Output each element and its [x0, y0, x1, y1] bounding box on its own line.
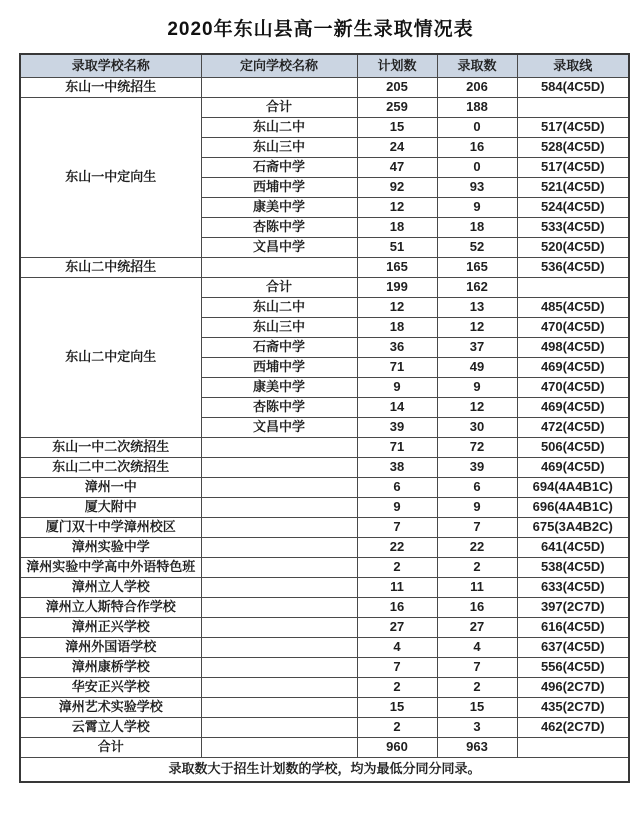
directed-school-cell [201, 657, 357, 677]
footer-note: 录取数大于招生计划数的学校，均为最低分同分同录。 [20, 757, 629, 782]
directed-school-cell [201, 717, 357, 737]
admitted-count-cell: 162 [437, 277, 517, 297]
directed-school-cell [201, 437, 357, 457]
planned-count-cell: 22 [357, 537, 437, 557]
admitted-count-cell: 30 [437, 417, 517, 437]
planned-count-cell: 9 [357, 497, 437, 517]
cutoff-line-cell: 616(4C5D) [517, 617, 629, 637]
admitted-count-cell: 16 [437, 137, 517, 157]
table-row [20, 277, 629, 297]
directed-school-cell [201, 517, 357, 537]
school-cell: 云霄立人学校 [20, 717, 201, 737]
page-title: 2020年东山县高一新生录取情况表 [167, 19, 474, 40]
group-school-cell: 东山二中定向生 [20, 277, 201, 437]
table-row [20, 517, 629, 537]
planned-count-cell: 14 [357, 397, 437, 417]
admitted-count-cell: 27 [437, 617, 517, 637]
cutoff-line-cell: 538(4C5D) [517, 557, 629, 577]
planned-count-cell: 92 [357, 177, 437, 197]
cutoff-line-cell: 528(4C5D) [517, 137, 629, 157]
table-row [20, 437, 629, 457]
school-cell: 漳州一中 [20, 477, 201, 497]
directed-school-cell: 石斋中学 [201, 337, 357, 357]
admitted-count-cell: 7 [437, 517, 517, 537]
directed-school-cell [201, 557, 357, 577]
planned-count-cell: 2 [357, 557, 437, 577]
planned-count-cell: 15 [357, 697, 437, 717]
cutoff-line-cell: 517(4C5D) [517, 157, 629, 177]
admitted-count-cell: 93 [437, 177, 517, 197]
planned-count-cell: 9 [357, 377, 437, 397]
table-row [20, 537, 629, 557]
planned-count-cell: 205 [357, 77, 437, 97]
admitted-count-cell: 12 [437, 317, 517, 337]
school-cell: 漳州实验中学 [20, 537, 201, 557]
school-cell: 东山一中统招生 [20, 77, 201, 97]
cutoff-line-cell: 633(4C5D) [517, 577, 629, 597]
planned-count-cell: 36 [357, 337, 437, 357]
admitted-count-cell: 2 [437, 677, 517, 697]
directed-school-cell [201, 597, 357, 617]
planned-count-cell: 24 [357, 137, 437, 157]
cutoff-line-cell [517, 97, 629, 117]
planned-count-cell: 71 [357, 437, 437, 457]
cutoff-line-cell: 469(4C5D) [517, 397, 629, 417]
admitted-count-cell: 39 [437, 457, 517, 477]
directed-school-cell [201, 457, 357, 477]
cutoff-line-cell: 469(4C5D) [517, 357, 629, 377]
directed-school-cell: 西埔中学 [201, 357, 357, 377]
footer-note-row [20, 757, 629, 782]
directed-school-cell [201, 257, 357, 277]
cutoff-line-cell: 469(4C5D) [517, 457, 629, 477]
table-row [20, 457, 629, 477]
admitted-count-cell: 52 [437, 237, 517, 257]
cutoff-line-cell: 694(4A4B1C) [517, 477, 629, 497]
table-row [20, 717, 629, 737]
admitted-count-cell: 22 [437, 537, 517, 557]
cutoff-line-cell: 397(2C7D) [517, 597, 629, 617]
planned-count-cell: 18 [357, 317, 437, 337]
planned-count-cell: 18 [357, 217, 437, 237]
planned-count-cell: 12 [357, 297, 437, 317]
cutoff-line-cell: 536(4C5D) [517, 257, 629, 277]
directed-school-cell: 东山三中 [201, 317, 357, 337]
planned-count-cell: 259 [357, 97, 437, 117]
cutoff-line-cell: 524(4C5D) [517, 197, 629, 217]
admitted-count-cell: 7 [437, 657, 517, 677]
planned-count-cell: 47 [357, 157, 437, 177]
cutoff-line-cell [517, 277, 629, 297]
directed-school-cell [201, 577, 357, 597]
col-header-admission-school: 录取学校名称 [20, 54, 201, 77]
school-cell: 合计 [20, 737, 201, 757]
directed-school-cell [201, 77, 357, 97]
planned-count-cell: 4 [357, 637, 437, 657]
admitted-count-cell: 12 [437, 397, 517, 417]
planned-count-cell: 51 [357, 237, 437, 257]
directed-school-cell [201, 637, 357, 657]
cutoff-line-cell: 675(3A4B2C) [517, 517, 629, 537]
table-row [20, 97, 629, 117]
planned-count-cell: 27 [357, 617, 437, 637]
col-header-cutoff-line: 录取线 [517, 54, 629, 77]
directed-school-cell: 文昌中学 [201, 237, 357, 257]
directed-school-cell [201, 677, 357, 697]
table-body [20, 77, 629, 782]
cutoff-line-cell: 485(4C5D) [517, 297, 629, 317]
directed-school-cell: 合计 [201, 277, 357, 297]
admitted-count-cell: 13 [437, 297, 517, 317]
admitted-count-cell: 165 [437, 257, 517, 277]
cutoff-line-cell: 435(2C7D) [517, 697, 629, 717]
planned-count-cell: 7 [357, 657, 437, 677]
school-cell: 漳州正兴学校 [20, 617, 201, 637]
cutoff-line-cell: 472(4C5D) [517, 417, 629, 437]
directed-school-cell: 康美中学 [201, 377, 357, 397]
planned-count-cell: 6 [357, 477, 437, 497]
school-cell: 东山一中二次统招生 [20, 437, 201, 457]
cutoff-line-cell: 521(4C5D) [517, 177, 629, 197]
cutoff-line-cell: 533(4C5D) [517, 217, 629, 237]
admissions-table [19, 53, 630, 783]
directed-school-cell [201, 477, 357, 497]
directed-school-cell [201, 537, 357, 557]
directed-school-cell: 东山三中 [201, 137, 357, 157]
school-cell: 漳州实验中学高中外语特色班 [20, 557, 201, 577]
directed-school-cell [201, 697, 357, 717]
table-header [20, 54, 629, 77]
school-cell: 华安正兴学校 [20, 677, 201, 697]
table-row [20, 637, 629, 657]
table-row [20, 677, 629, 697]
planned-count-cell: 71 [357, 357, 437, 377]
admitted-count-cell: 4 [437, 637, 517, 657]
cutoff-line-cell: 470(4C5D) [517, 377, 629, 397]
table-row [20, 697, 629, 717]
directed-school-cell: 康美中学 [201, 197, 357, 217]
admitted-count-cell: 206 [437, 77, 517, 97]
admitted-count-cell: 49 [437, 357, 517, 377]
school-cell: 漳州康桥学校 [20, 657, 201, 677]
cutoff-line-cell: 520(4C5D) [517, 237, 629, 257]
admitted-count-cell: 0 [437, 157, 517, 177]
directed-school-cell [201, 497, 357, 517]
admitted-count-cell: 963 [437, 737, 517, 757]
planned-count-cell: 2 [357, 717, 437, 737]
admitted-count-cell: 9 [437, 197, 517, 217]
admitted-count-cell: 11 [437, 577, 517, 597]
cutoff-line-cell: 498(4C5D) [517, 337, 629, 357]
school-cell: 漳州艺术实验学校 [20, 697, 201, 717]
table-row [20, 657, 629, 677]
directed-school-cell [201, 617, 357, 637]
planned-count-cell: 7 [357, 517, 437, 537]
planned-count-cell: 16 [357, 597, 437, 617]
planned-count-cell: 2 [357, 677, 437, 697]
table-row [20, 497, 629, 517]
table-row [20, 257, 629, 277]
admitted-count-cell: 37 [437, 337, 517, 357]
planned-count-cell: 12 [357, 197, 437, 217]
header-row [20, 54, 629, 77]
school-cell: 东山二中统招生 [20, 257, 201, 277]
col-header-planned-count: 计划数 [357, 54, 437, 77]
cutoff-line-cell: 556(4C5D) [517, 657, 629, 677]
cutoff-line-cell: 517(4C5D) [517, 117, 629, 137]
cutoff-line-cell: 696(4A4B1C) [517, 497, 629, 517]
cutoff-line-cell: 506(4C5D) [517, 437, 629, 457]
table-row [20, 557, 629, 577]
col-header-directed-school: 定向学校名称 [201, 54, 357, 77]
school-cell: 漳州立人学校 [20, 577, 201, 597]
admitted-count-cell: 18 [437, 217, 517, 237]
admitted-count-cell: 0 [437, 117, 517, 137]
planned-count-cell: 38 [357, 457, 437, 477]
planned-count-cell: 15 [357, 117, 437, 137]
admitted-count-cell: 72 [437, 437, 517, 457]
planned-count-cell: 165 [357, 257, 437, 277]
table-row [20, 597, 629, 617]
directed-school-cell: 东山二中 [201, 117, 357, 137]
planned-count-cell: 199 [357, 277, 437, 297]
admitted-count-cell: 188 [437, 97, 517, 117]
planned-count-cell: 960 [357, 737, 437, 757]
directed-school-cell: 东山二中 [201, 297, 357, 317]
school-cell: 漳州立人斯特合作学校 [20, 597, 201, 617]
admitted-count-cell: 2 [437, 557, 517, 577]
table-row [20, 77, 629, 97]
school-cell: 东山二中二次统招生 [20, 457, 201, 477]
cutoff-line-cell: 462(2C7D) [517, 717, 629, 737]
cutoff-line-cell: 584(4C5D) [517, 77, 629, 97]
table-row [20, 617, 629, 637]
admitted-count-cell: 3 [437, 717, 517, 737]
cutoff-line-cell: 641(4C5D) [517, 537, 629, 557]
cutoff-line-cell: 496(2C7D) [517, 677, 629, 697]
directed-school-cell: 杏陈中学 [201, 217, 357, 237]
school-cell: 漳州外国语学校 [20, 637, 201, 657]
table-row [20, 577, 629, 597]
directed-school-cell: 石斋中学 [201, 157, 357, 177]
table-row [20, 477, 629, 497]
admitted-count-cell: 9 [437, 497, 517, 517]
admitted-count-cell: 16 [437, 597, 517, 617]
col-header-admitted-count: 录取数 [437, 54, 517, 77]
directed-school-cell [201, 737, 357, 757]
school-cell: 厦大附中 [20, 497, 201, 517]
admitted-count-cell: 15 [437, 697, 517, 717]
total-row [20, 737, 629, 757]
cutoff-line-cell [517, 737, 629, 757]
admitted-count-cell: 6 [437, 477, 517, 497]
cutoff-line-cell: 637(4C5D) [517, 637, 629, 657]
directed-school-cell: 西埔中学 [201, 177, 357, 197]
planned-count-cell: 11 [357, 577, 437, 597]
planned-count-cell: 39 [357, 417, 437, 437]
admitted-count-cell: 9 [437, 377, 517, 397]
directed-school-cell: 文昌中学 [201, 417, 357, 437]
group-school-cell: 东山一中定向生 [20, 97, 201, 257]
cutoff-line-cell: 470(4C5D) [517, 317, 629, 337]
directed-school-cell: 合计 [201, 97, 357, 117]
directed-school-cell: 杏陈中学 [201, 397, 357, 417]
school-cell: 厦门双十中学漳州校区 [20, 517, 201, 537]
